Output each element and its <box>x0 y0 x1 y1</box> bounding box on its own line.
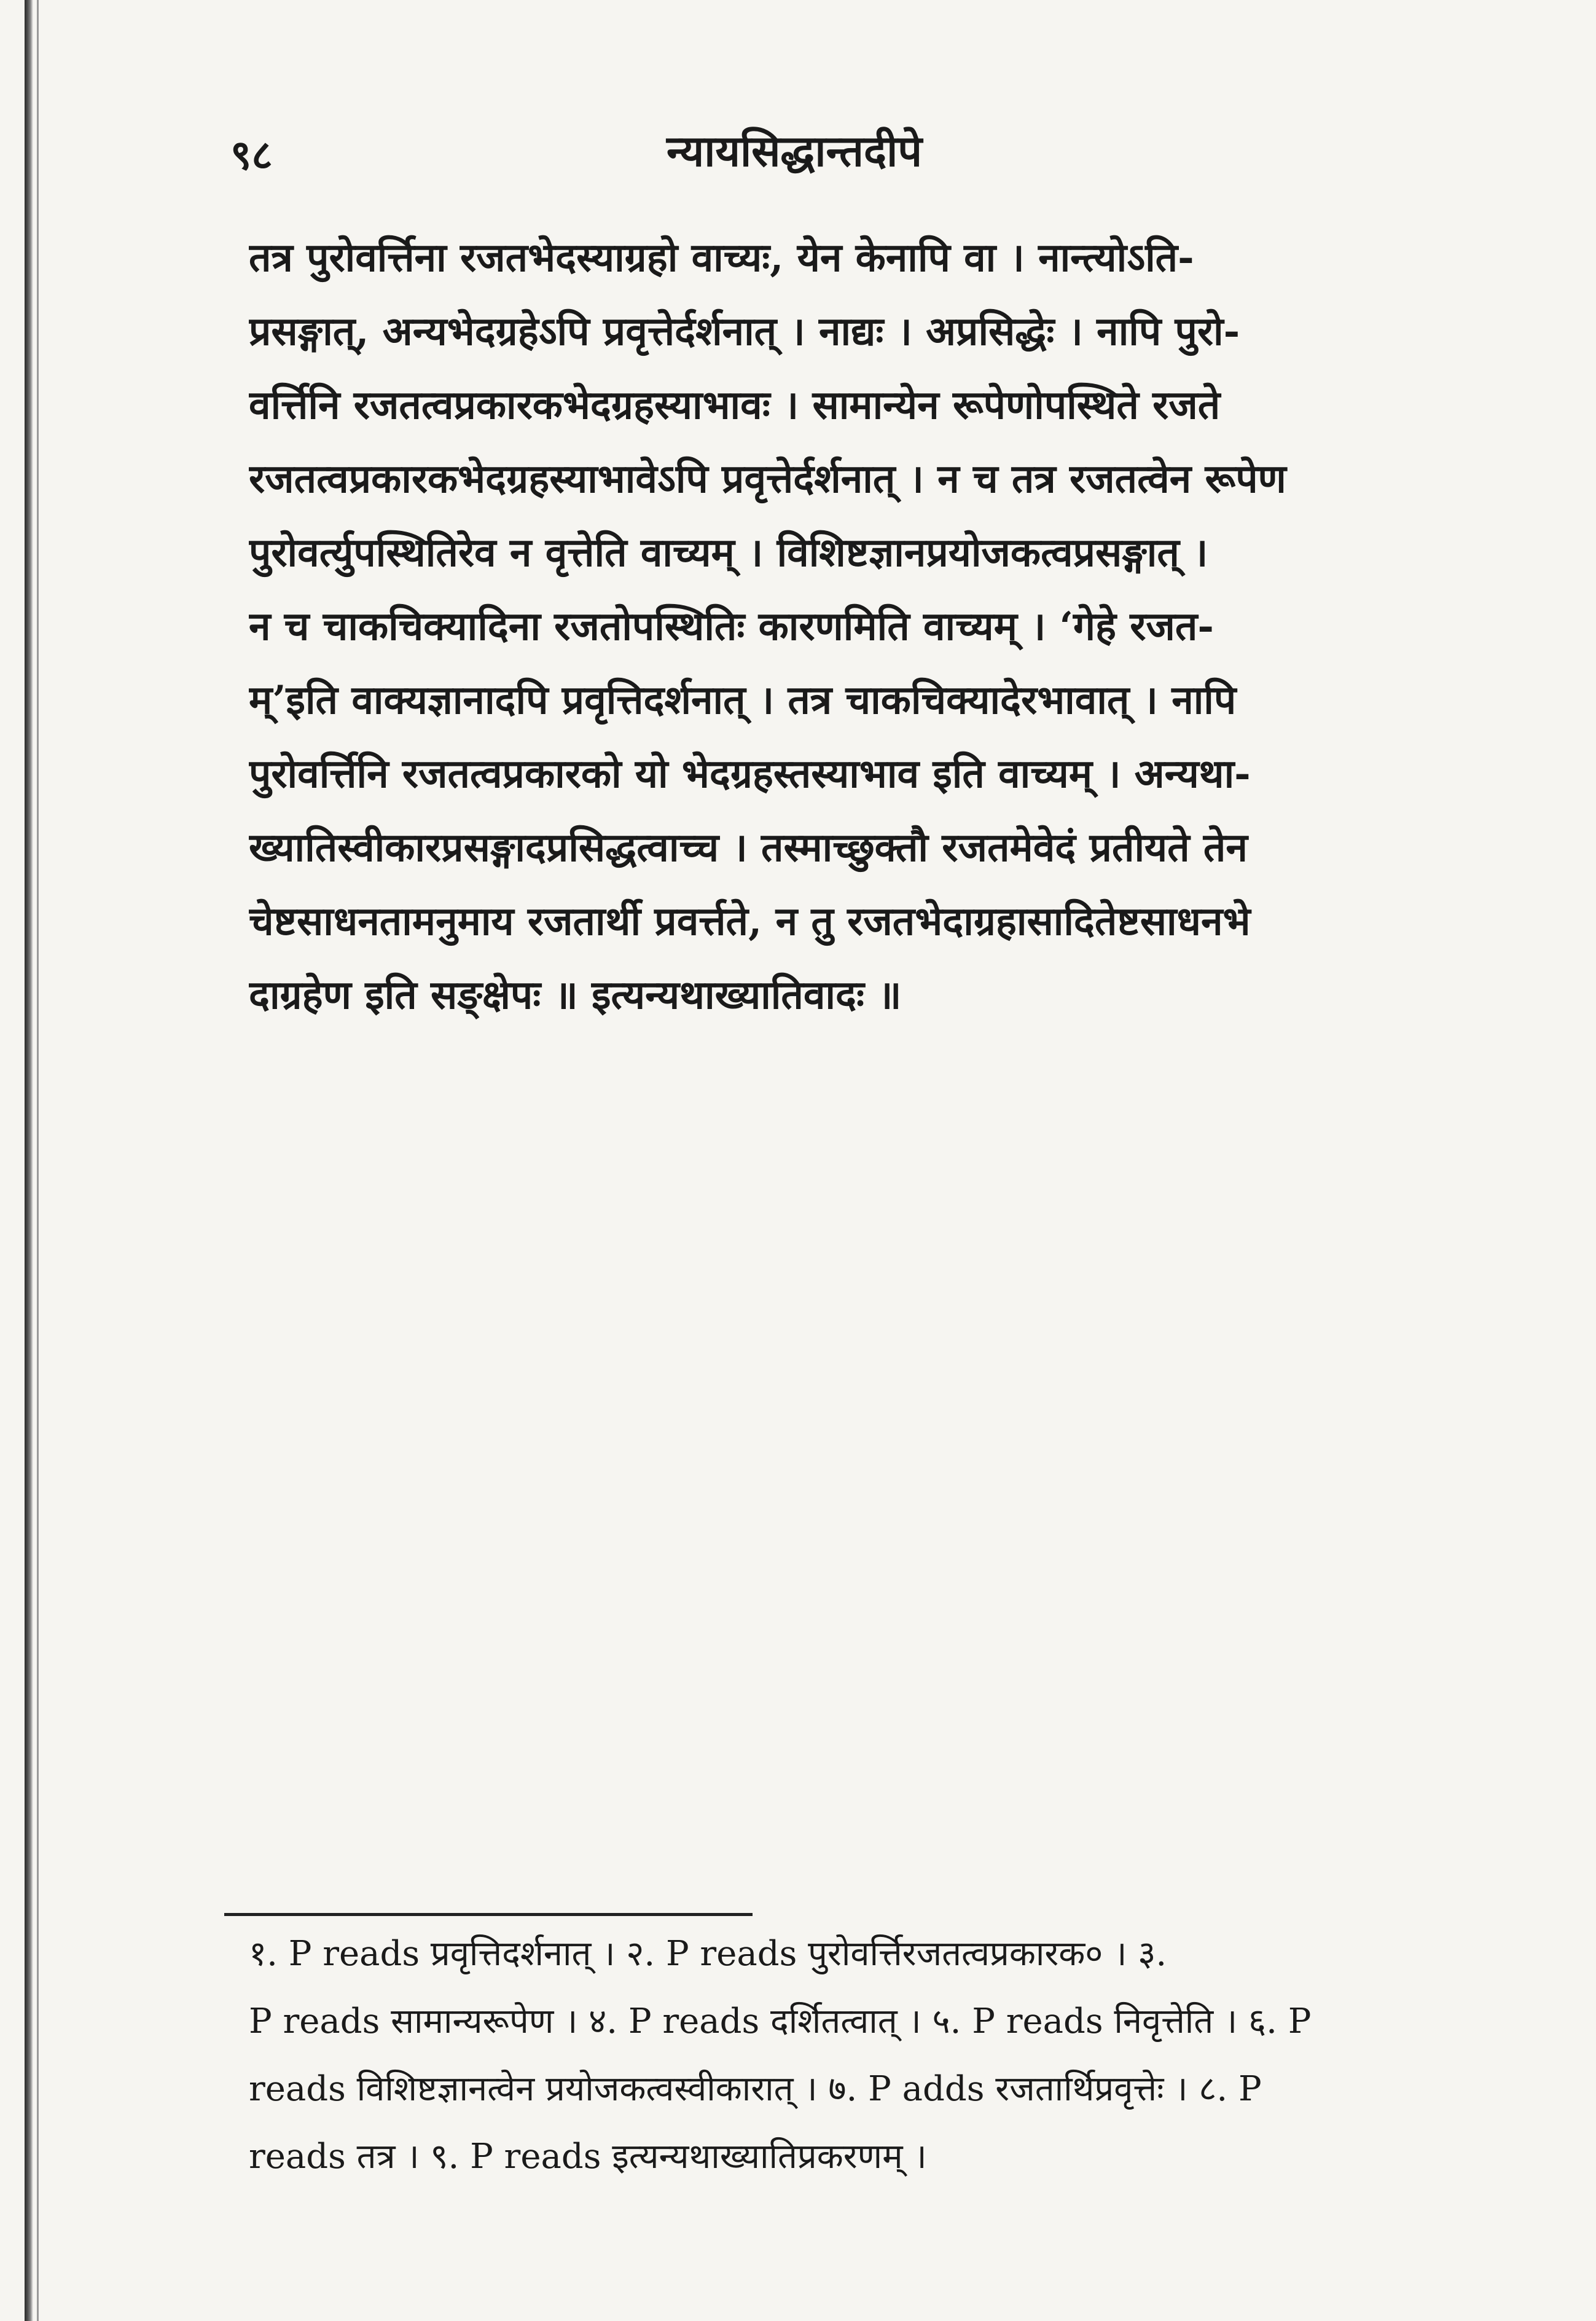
main-text <box>249 221 1416 1032</box>
footnote-line: १. P reads प्रवृत्तिदर्शनात् । २. P reads पुरोवर्त्तिरजतत्वप्रकारक० । ३. <box>249 1934 1167 1974</box>
text-line: पुरोवर्त्युपस्थितिरेव न वृत्तेति वाच्यम् । विशिष्टज्ञानप्रयोजकत्वप्रसङ्गात् । <box>249 530 1208 576</box>
text-line: दाग्रहेण इति सङ्क्षेपः ॥ इत्यन्यथाख्यातिवादः ॥ <box>249 972 902 1018</box>
footnote-line: reads तत्र । ९. P reads इत्यन्यथाख्यातिप्रकरणम् । <box>249 2137 927 2177</box>
text-line: तत्र पुरोवर्त्तिना रजतभेदस्याग्रहो वाच्यः, येन केनापि वा । नान्त्योऽति- <box>249 235 1194 281</box>
footnotes <box>249 1920 1416 2191</box>
text-line: पुरोवर्त्तिनि रजतत्वप्रकारको यो भेदग्रहस्तस्याभाव इति वाच्यम् । अन्यथा- <box>249 751 1251 797</box>
text-line: न च चाकचिक्यादिना रजतोपस्थितिः कारणमिति वाच्यम् । ‘गेहे रजत- <box>249 603 1214 650</box>
text-line: चेष्टसाधनतामनुमाय रजतार्थी प्रवर्त्तते, न तु रजतभेदाग्रहासादितेष्टसाधनभे <box>249 898 1251 945</box>
page-number: ९८ <box>230 131 273 179</box>
text-line: प्रसङ्गात्, अन्यभेदग्रहेऽपि प्रवृत्तेर्दर्शनात् । नाद्यः । अप्रसिद्धेः । नापि पुरो- <box>249 308 1240 355</box>
text-line: वर्त्तिनि रजतत्वप्रकारकभेदग्रहस्याभावः । सामान्येन रूपेणोपस्थिते रजते <box>249 382 1221 428</box>
text-line: ख्यातिस्वीकारप्रसङ्गादप्रसिद्धत्वाच्च । तस्माच्छुक्तौ रजतमेवेदं प्रतीयते तेन <box>249 825 1248 871</box>
footnote-line: reads विशिष्टज्ञानत्वेन प्रयोजकत्वस्वीकारात् । ७. P adds रजतार्थिप्रवृत्तेः । ८. P <box>249 2069 1262 2109</box>
binding-edge-shadow <box>25 0 33 2321</box>
text-line: रजतत्वप्रकारकभेदग्रहस्याभावेऽपि प्रवृत्तेर्दर्शनात् । न च तत्र रजतत्वेन रूपेण <box>249 456 1286 502</box>
binding-edge-line <box>37 0 39 2321</box>
footnote-separator <box>224 1913 753 1916</box>
running-title: न्यायसिद्धान्तदीपे <box>667 125 923 176</box>
text-line: म्’इति वाक्यज्ञानादपि प्रवृत्तिदर्शनात् । तत्र चाकचिक्यादेरभावात् । नापि <box>249 677 1237 723</box>
footnote-line: P reads सामान्यरूपेण । ४. P reads दर्शितत्वात् । ५. P reads निवृत्तेति । ६. P <box>249 2001 1312 2041</box>
